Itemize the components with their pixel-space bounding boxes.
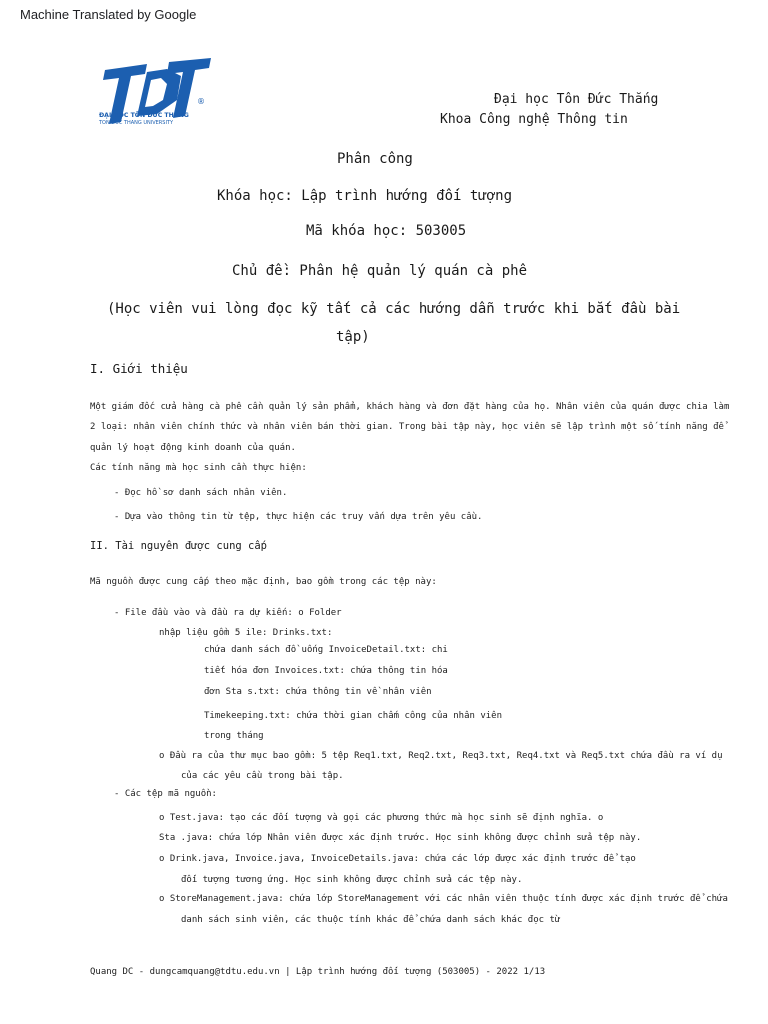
resource-item-2d: đối tượng tương ứng. Học sinh không được chỉnh sửa các tệp này. (181, 875, 523, 885)
resource-item-1e: Timekeeping.txt: chứa thời gian chấm công của nhân viên (204, 711, 503, 721)
section1-heading: I. Giới thiệu (90, 361, 188, 376)
resource-item-1g: o Đầu ra của thư mục bao gồm: 5 tệp Req1.txt, Req2.txt, Req3.txt, Req4.txt và Req5.txt chứa đầu ra ví dụ (159, 751, 723, 761)
resource-item-1a: nhập liệu gồm 5 ile: Drinks.txt: (159, 628, 333, 638)
registered-mark: ® (197, 97, 205, 106)
course-code: Mã khóa học: 503005 (306, 223, 467, 239)
section2-intro: Mã nguồn được cung cấp theo mặc định, bao gồm trong các tệp này: (90, 577, 437, 587)
assignment-label: Phân công (337, 151, 413, 167)
resource-item-2b: Sta .java: chứa lớp Nhân viên được xác định trước. Học sinh không được chỉnh sửa tệp này. (159, 833, 642, 843)
topic-title: Chủ đề: Phân hệ quản lý quán cà phê (232, 263, 528, 279)
logo-line1: ĐẠI HỌC TÔN ĐỨC THẮNG (99, 112, 189, 119)
resource-item-1d: đơn Sta s.txt: chứa thông tin về nhân viên (204, 687, 432, 697)
section1-para-line2: 2 loại: nhân viên chính thức và nhân viên bán thời gian. Trong bài tập này, học viên sẽ lập trình một số tính năng để (90, 422, 724, 432)
feature-bullet-2: - Dựa vào thông tin từ tệp, thực hiện các truy vấn dựa trên yêu cầu. (114, 512, 483, 522)
course-title: Khóa học: Lập trình hướng đối tượng (217, 188, 513, 204)
page-footer: Quang DC - dungcamquang@tdtu.edu.vn | Lập trình hướng đối tượng (503005) - 2022 1/13 (90, 967, 546, 977)
section1-para-line1: Một giám đốc cửa hàng cà phê cần quản lý sản phẩm, khách hàng và đơn đặt hàng của họ. Nhân viên của quán được chia làm (90, 402, 730, 412)
resource-item-2a: o Test.java: tạo các đối tượng và gọi các phương thức mà học sinh sẽ định nghĩa. o (159, 813, 604, 823)
resource-item-1b: chứa danh sách đồ uống InvoiceDetail.txt: chi (204, 645, 448, 655)
university-logo (97, 56, 213, 126)
features-intro: Các tính năng mà học sinh cần thực hiện: (90, 463, 307, 473)
resource-item-1h: của các yêu cầu trong bài tập. (181, 771, 344, 781)
logo-line2: TON DUC THANG UNIVERSITY (99, 120, 174, 126)
faculty-name: Khoa Công nghệ Thông tin (440, 112, 628, 127)
instruction-note-line2: tập) (336, 329, 370, 345)
instruction-note-line1: (Học viên vui lòng đọc kỹ tất cả các hướng dẫn trước khi bắt đầu bài (107, 301, 681, 317)
section2-heading: II. Tài nguyên được cung cấp (90, 540, 268, 552)
resource-item-1: - File đầu vào và đầu ra dự kiến: o Folder (114, 608, 342, 618)
section1-para-line3: quản lý hoạt động kinh doanh của quán. (90, 443, 296, 453)
university-name: Đại học Tôn Đức Thắng (494, 92, 659, 107)
resource-item-1f: trong tháng (204, 731, 264, 741)
tdt-logo-icon (97, 56, 213, 126)
machine-translated-banner: Machine Translated by Google (20, 7, 197, 22)
resource-item-2f: danh sách sinh viên, các thuộc tính khác để chứa danh sách khác đọc từ (181, 915, 561, 925)
resource-item-2e: o StoreManagement.java: chứa lớp StoreManagement với các nhân viên thuộc tính được xác định trước để chứa (159, 894, 728, 904)
resource-item-2c: o Drink.java, Invoice.java, InvoiceDetails.java: chứa các lớp được xác định trước để tạo (159, 854, 636, 864)
feature-bullet-1: - Đọc hồ sơ danh sách nhân viên. (114, 488, 288, 498)
resource-item-1c: tiết hóa đơn Invoices.txt: chứa thông tin hóa (204, 666, 448, 676)
resource-item-2: - Các tệp mã nguồn: (114, 789, 217, 799)
